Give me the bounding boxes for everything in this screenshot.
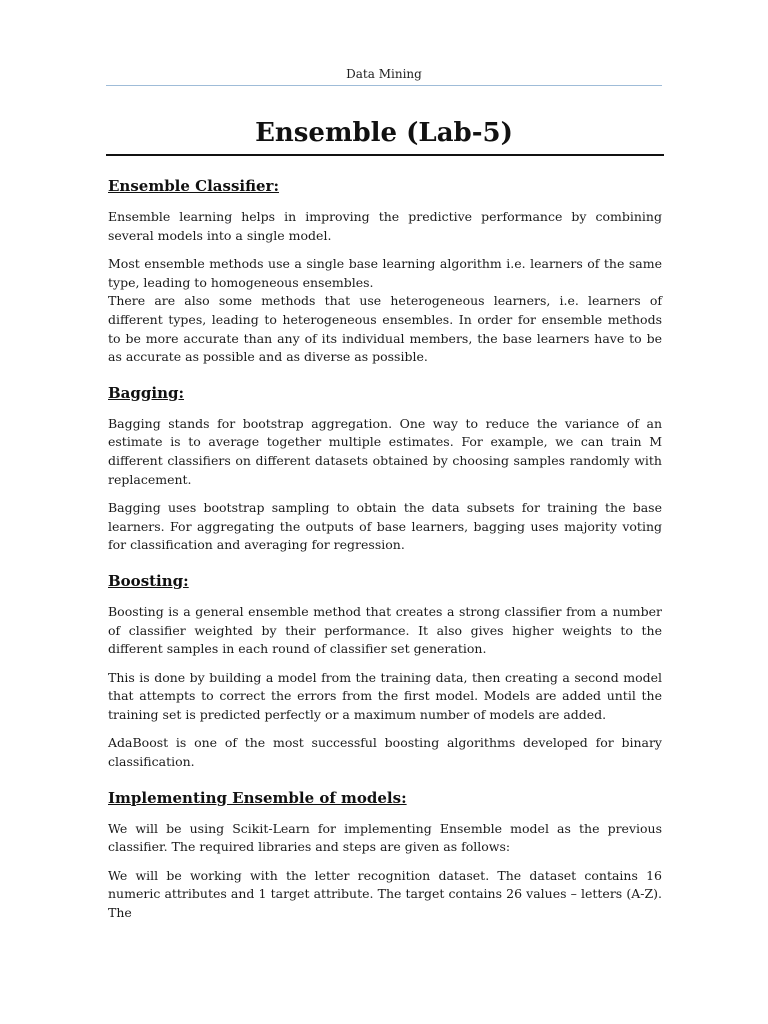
paragraph: There are also some methods that use heterogeneous learners, i.e. learners of different types, leading to heterogeneous ensembles. In order for ensemble methods to be more accurate than any of its individual members, the base learners have to be as accurate as possible and as diverse as possible. [108,293,662,365]
section-heading: Bagging: [108,383,185,402]
paragraph: This is done by building a model from the training data, then creating a second model that attempts to correct the errors from the first model. Models are added until the training set is predicted perfectly or a maximum number of models are added. [108,669,662,722]
section-bagging [108,383,662,555]
paragraph: Bagging uses bootstrap sampling to obtain the data subsets for training the base learners. For aggregating the outputs of base learners, bagging uses majority voting for classification and averaging for regression. [108,500,662,553]
paragraph: AdaBoost is one of the most successful boosting algorithms developed for binary classification. [108,735,662,770]
paragraph: We will be working with the letter recognition dataset. The dataset contains 16 numeric attributes and 1 target attribute. The target contains 26 values – letters (A-Z). The [108,867,662,921]
section-implementing-ensemble [108,788,662,923]
document-body [108,176,662,939]
paragraph: Bagging stands for bootstrap aggregation. One way to reduce the variance of an estimate is to average together multiple estimates. For example, we can train M different classifiers on different datasets obtained by choosing samples randomly with replacement. [108,415,662,487]
section-boosting [108,571,662,772]
paragraph: Most ensemble methods use a single base learning algorithm i.e. learners of the same type, leading to homogeneous ensembles. [108,256,662,290]
section-ensemble-classifier [108,176,662,367]
section-heading: Ensemble Classifier: [108,177,279,195]
paragraph: Boosting is a general ensemble method that creates a strong classifier from a number of classifier weighted by their performance. It also gives higher weights to the different samples in each round of classifier set generation. [108,603,662,657]
paragraph: Ensemble learning helps in improving the predictive performance by combining several models into a single model. [108,209,662,243]
section-heading: Implementing Ensemble of models: [108,788,407,807]
title-rule [106,154,664,156]
document-title: Ensemble (Lab-5) [255,118,513,148]
header-rule [106,85,662,86]
running-header: Data Mining [346,67,422,81]
section-heading: Boosting: [108,571,189,590]
paragraph: We will be using Scikit-Learn for implementing Ensemble model as the previous classifier. The required libraries and steps are given as follows: [108,820,662,855]
